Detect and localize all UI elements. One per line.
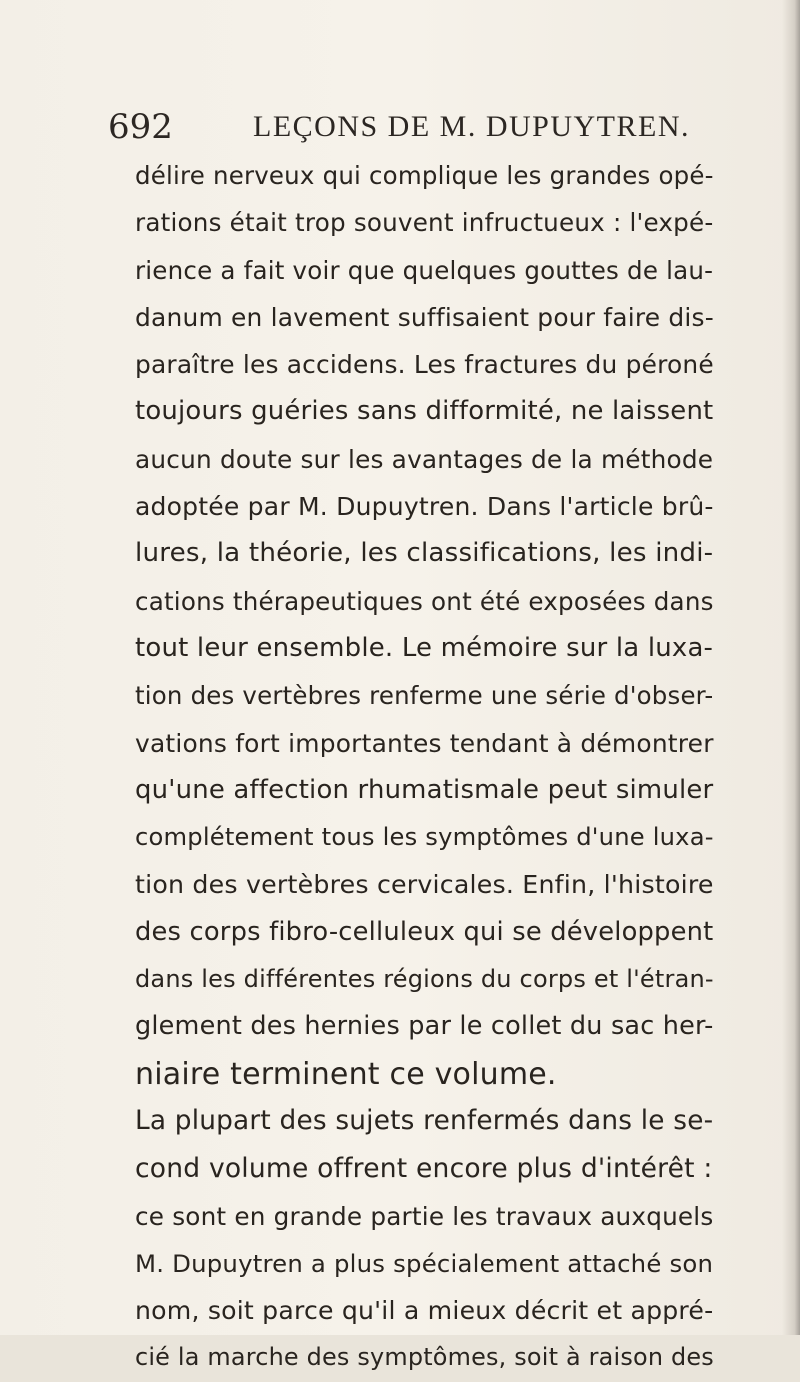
text-line: cié la marche des symptômes, soit à raison des bbox=[135, 1343, 714, 1372]
text-line: M. Dupuytren a plus spécialement attaché son bbox=[135, 1248, 714, 1278]
text-line: ce sont en grande partie les travaux auxquels bbox=[135, 1201, 714, 1231]
text-line: complétement tous les symptômes d'une luxa- bbox=[135, 823, 714, 852]
text-line: paraître les accidens. Les fractures du péroné bbox=[135, 350, 714, 380]
text-line: nom, soit parce qu'il a mieux décrit et appré- bbox=[135, 1296, 714, 1326]
page-edge-shadow bbox=[782, 0, 800, 1335]
text-line: tion des vertèbres cervicales. Enfin, l'histoire bbox=[135, 870, 714, 900]
text-line: aucun doute sur les avantages de la méthode bbox=[135, 444, 714, 474]
text-line: cations thérapeutiques ont été exposées dans bbox=[135, 586, 714, 616]
text-line: qu'une affection rhumatismale peut simuler bbox=[135, 774, 714, 805]
text-line: rience a fait voir que quelques gouttes de lau- bbox=[135, 255, 714, 285]
text-line: des corps fibro-celluleux qui se développent bbox=[135, 916, 714, 947]
text-line: dans les différentes régions du corps et l'étran- bbox=[135, 965, 714, 994]
page-number: 692 bbox=[108, 107, 173, 147]
running-title: LEÇONS DE M. DUPUYTREN. bbox=[253, 110, 691, 143]
text-line: tion des vertèbres renferme une série d'obser- bbox=[135, 681, 714, 711]
text-line: La plupart des sujets renfermés dans le se- bbox=[135, 1105, 714, 1136]
text-line: niaire terminent ce volume. bbox=[135, 1056, 557, 1092]
text-line: tout leur ensemble. Le mémoire sur la luxa- bbox=[135, 632, 714, 663]
text-line: danum en lavement suffisaient pour faire dis- bbox=[135, 302, 714, 332]
page-header bbox=[108, 103, 728, 151]
text-line: vations fort importantes tendant à démontrer bbox=[135, 728, 714, 758]
text-line: cond volume offrent encore plus d'intérêt : bbox=[135, 1153, 713, 1185]
text-line: rations était trop souvent infructueux : l'expé- bbox=[135, 208, 714, 238]
text-line: lures, la théorie, les classifications, les indi- bbox=[135, 538, 714, 569]
body-text bbox=[135, 152, 715, 1382]
text-line: adoptée par M. Dupuytren. Dans l'article brû- bbox=[135, 492, 714, 522]
text-line: toujours guéries sans difformité, ne laissent bbox=[135, 396, 714, 427]
text-line: glement des hernies par le collet du sac her- bbox=[135, 1011, 714, 1042]
text-line: délire nerveux qui complique les grandes opé- bbox=[135, 161, 714, 190]
